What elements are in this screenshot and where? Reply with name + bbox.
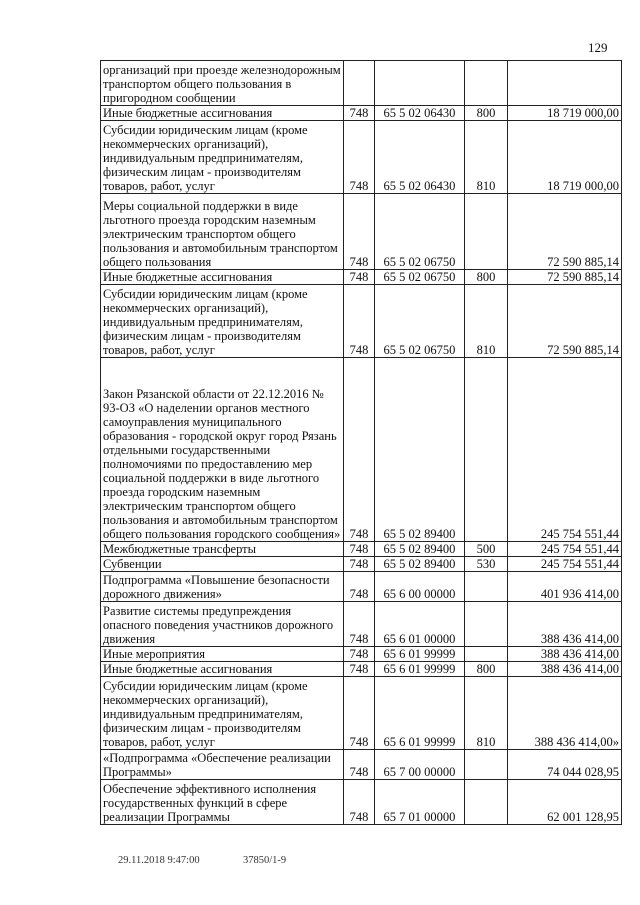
row-target-code: 65 6 01 99999 (375, 662, 465, 677)
row-expense-type: 810 (464, 285, 507, 358)
row-amount: 62 001 128,95 (508, 780, 622, 825)
row-admin-code: 748 (343, 194, 374, 270)
row-expense-type (464, 572, 507, 602)
row-admin-code: 748 (343, 557, 374, 572)
row-admin-code: 748 (343, 780, 374, 825)
row-amount: 74 044 028,95 (508, 750, 622, 780)
row-expense-type (464, 780, 507, 825)
row-target-code: 65 5 02 06430 (375, 106, 465, 121)
row-expense-type (464, 647, 507, 662)
row-name: Иные бюджетные ассигнования (101, 270, 344, 285)
row-name: Обеспечение эффективного исполнения государственных функций в сфере реализации Программы (101, 780, 344, 825)
row-name: Закон Рязанской области от 22.12.2016 № 93-ОЗ «О наделении органов местного самоуправления муниципального образования - городской округ город Рязань отдельными государственными полномочиями по предоставлению мер социальной поддержки в виде льготного проезда городским наземным электрическим транспортом общего пользования и автомобильным транспортом общего пользования городского сообщения» (101, 358, 344, 542)
row-admin-code: 748 (343, 121, 374, 194)
footer-document-code: 37850/1-9 (243, 855, 287, 866)
row-target-code: 65 5 02 06750 (375, 285, 465, 358)
row-target-code: 65 6 01 00000 (375, 602, 465, 647)
row-admin-code: 748 (343, 358, 374, 542)
row-name: Субсидии юридическим лицам (кроме некоммерческих организаций), индивидуальным предпринимателям, физическим лицам - производителям товаров, работ, услуг (101, 285, 344, 358)
table-row (101, 121, 622, 194)
table-row (101, 557, 622, 572)
row-name: Иные бюджетные ассигнования (101, 662, 344, 677)
row-amount: 388 436 414,00 (508, 647, 622, 662)
row-name: Субвенции (101, 557, 344, 572)
table-row (101, 662, 622, 677)
row-expense-type: 800 (464, 106, 507, 121)
row-expense-type (464, 358, 507, 542)
table-row (101, 61, 622, 106)
table-row (101, 542, 622, 557)
row-expense-type: 500 (464, 542, 507, 557)
row-amount: 18 719 000,00 (508, 106, 622, 121)
row-amount: 18 719 000,00 (508, 121, 622, 194)
table-row (101, 572, 622, 602)
row-admin-code: 748 (343, 750, 374, 780)
row-expense-type (464, 61, 507, 106)
row-amount: 245 754 551,44 (508, 358, 622, 542)
row-admin-code: 748 (343, 602, 374, 647)
row-expense-type: 800 (464, 270, 507, 285)
table-row (101, 677, 622, 750)
row-target-code: 65 5 02 89400 (375, 542, 465, 557)
row-expense-type: 810 (464, 121, 507, 194)
row-target-code: 65 7 00 00000 (375, 750, 465, 780)
row-target-code: 65 5 02 06750 (375, 270, 465, 285)
row-name: Меры социальной поддержки в виде льготного проезда городским наземным электрическим транспортом общего пользования и автомобильным транспортом общего пользования (101, 194, 344, 270)
row-amount (508, 61, 622, 106)
row-target-code: 65 7 01 00000 (375, 780, 465, 825)
page-number: 129 (588, 40, 608, 55)
table-row (101, 780, 622, 825)
row-name: Развитие системы предупреждения опасного поведения участников дорожного движения (101, 602, 344, 647)
row-admin-code: 748 (343, 106, 374, 121)
table-row (101, 270, 622, 285)
row-target-code: 65 6 01 99999 (375, 647, 465, 662)
row-target-code (375, 61, 465, 106)
row-target-code: 65 5 02 89400 (375, 358, 465, 542)
row-name: Субсидии юридическим лицам (кроме некоммерческих организаций), индивидуальным предпринимателям, физическим лицам - производителям товаров, работ, услуг (101, 121, 344, 194)
row-name: Иные бюджетные ассигнования (101, 106, 344, 121)
row-target-code: 65 6 00 00000 (375, 572, 465, 602)
table-row (101, 602, 622, 647)
row-expense-type (464, 750, 507, 780)
row-expense-type: 530 (464, 557, 507, 572)
row-admin-code: 748 (343, 542, 374, 557)
row-amount: 245 754 551,44 (508, 542, 622, 557)
row-admin-code: 748 (343, 677, 374, 750)
row-admin-code: 748 (343, 662, 374, 677)
row-target-code: 65 5 02 89400 (375, 557, 465, 572)
row-amount: 401 936 414,00 (508, 572, 622, 602)
row-expense-type (464, 194, 507, 270)
row-target-code: 65 6 01 99999 (375, 677, 465, 750)
table-row (101, 750, 622, 780)
row-admin-code: 748 (343, 270, 374, 285)
row-expense-type: 810 (464, 677, 507, 750)
table-row (101, 106, 622, 121)
row-amount: 245 754 551,44 (508, 557, 622, 572)
row-target-code: 65 5 02 06430 (375, 121, 465, 194)
table-row (101, 647, 622, 662)
row-name: Межбюджетные трансферты (101, 542, 344, 557)
row-expense-type: 800 (464, 662, 507, 677)
table-row (101, 358, 622, 542)
row-admin-code: 748 (343, 572, 374, 602)
row-admin-code (343, 61, 374, 106)
row-amount: 72 590 885,14 (508, 285, 622, 358)
row-amount: 388 436 414,00» (508, 677, 622, 750)
row-name: Иные мероприятия (101, 647, 344, 662)
footer-date: 29.11.2018 9:47:00 (118, 855, 200, 866)
row-admin-code: 748 (343, 285, 374, 358)
table-row (101, 285, 622, 358)
table-row (101, 194, 622, 270)
row-expense-type (464, 602, 507, 647)
budget-table (100, 60, 622, 825)
row-name: Субсидии юридическим лицам (кроме некоммерческих организаций), индивидуальным предпринимателям, физическим лицам - производителям товаров, работ, услуг (101, 677, 344, 750)
row-admin-code: 748 (343, 647, 374, 662)
row-amount: 72 590 885,14 (508, 194, 622, 270)
row-name: организаций при проезде железнодорожным транспортом общего пользования в пригородном сообщении (101, 61, 344, 106)
row-amount: 388 436 414,00 (508, 662, 622, 677)
row-name: «Подпрограмма «Обеспечение реализации Программы» (101, 750, 344, 780)
row-name: Подпрограмма «Повышение безопасности дорожного движения» (101, 572, 344, 602)
row-amount: 72 590 885,14 (508, 270, 622, 285)
row-target-code: 65 5 02 06750 (375, 194, 465, 270)
row-amount: 388 436 414,00 (508, 602, 622, 647)
